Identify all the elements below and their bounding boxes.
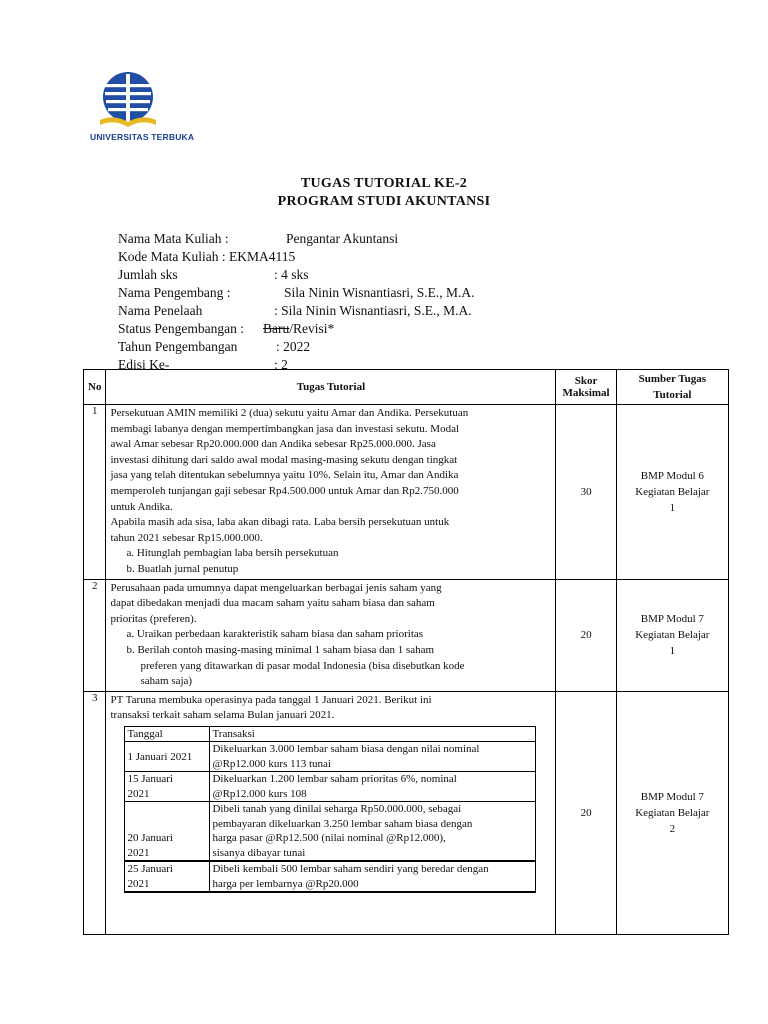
task-item: b. Buatlah jurnal penutup bbox=[126, 562, 239, 575]
source-line: 1 bbox=[669, 645, 676, 658]
sks-value: : 4 sks bbox=[274, 267, 309, 282]
tx-line: @Rp12.000 kurs 108 bbox=[212, 787, 307, 800]
task-item-cont: preferen yang ditawarkan di pasar modal Indonesia (bisa disebutkan kode bbox=[140, 659, 465, 672]
task-line: investasi dihitung dari saldo awal modal masing-masing sekutu dengan tingkat bbox=[110, 453, 458, 466]
task-line: membagi labanya dengan mempertimbangkan jasa dan investasi sekutu. Modal bbox=[110, 422, 460, 435]
tx-line: Dibeli kembali 500 lembar saham sendiri yang beredar dengan bbox=[212, 863, 489, 876]
transaction-row bbox=[125, 742, 536, 772]
tx-line: Dikeluarkan 3.000 lembar saham biasa dengan nilai nominal bbox=[212, 743, 480, 756]
task-line: prioritas (preferen). bbox=[110, 612, 197, 625]
date-line: 20 Januari bbox=[127, 832, 173, 845]
mata-kuliah-label: Nama Mata Kuliah : bbox=[118, 231, 229, 246]
source-line: 2 bbox=[669, 822, 676, 835]
task-line: awal Amar sebesar Rp20.000.000 dan Andika sebesar Rp25.000.000. Jasa bbox=[110, 438, 436, 451]
logo-text: UNIVERSITAS TERBUKA bbox=[90, 132, 195, 142]
date-line: 2021 bbox=[127, 877, 150, 890]
task-item-cont: saham saja) bbox=[140, 675, 193, 688]
date-line: 2021 bbox=[127, 846, 150, 859]
date-line: 15 Januari bbox=[127, 773, 173, 786]
edisi-label: Edisi Ke- bbox=[118, 357, 170, 372]
date-line: 1 Januari 2021 bbox=[127, 750, 193, 763]
tahun-label: Tahun Pengembangan bbox=[118, 339, 238, 354]
date-line: 25 Januari bbox=[127, 863, 173, 876]
pengembang-value: Sila Ninin Wisnantiasri, S.E., M.A. bbox=[284, 285, 475, 300]
row-no: 1 bbox=[84, 405, 106, 580]
penelaah-value: : Sila Ninin Wisnantiasri, S.E., M.A. bbox=[274, 303, 472, 318]
transaction-table bbox=[124, 726, 536, 894]
row-task bbox=[106, 579, 556, 691]
task-line: PT Taruna membuka operasinya pada tanggal 1 Januari 2021. Berikut ini bbox=[110, 693, 432, 706]
row-no: 3 bbox=[84, 691, 106, 934]
university-logo bbox=[90, 70, 195, 142]
tahun-value: : 2022 bbox=[276, 339, 311, 354]
tx-line: sisanya dibayar tunai bbox=[212, 846, 306, 859]
task-line: memperoleh tunjangan gaji sebesar Rp4.500.000 untuk Amar dan Rp2.750.000 bbox=[110, 484, 459, 497]
task-item: a. Hitunglah pembagian laba bersih persekutuan bbox=[126, 547, 339, 560]
task-line: Persekutuan AMIN memiliki 2 (dua) sekutu yaitu Amar dan Andika. Persekutuan bbox=[110, 407, 469, 419]
source-line: BMP Modul 7 bbox=[640, 790, 704, 803]
tx-line: harga pasar @Rp12.500 (nilai nominal @Rp12.000), bbox=[212, 832, 446, 845]
transaction-row bbox=[125, 861, 536, 892]
tx-line: pembayaran dikeluarkan 3.250 lembar saham biasa dengan bbox=[212, 817, 473, 830]
source-line: Kegiatan Belajar bbox=[635, 806, 710, 819]
table-header-row bbox=[84, 370, 729, 405]
pengembang-label: Nama Pengembang : bbox=[118, 285, 231, 300]
status-struck: Baru bbox=[263, 321, 290, 336]
document-subtitle: PROGRAM STUDI AKUNTANSI bbox=[277, 194, 491, 209]
transaction-header-tx: Transaksi bbox=[210, 726, 536, 742]
header-source-l1: Sumber Tugas bbox=[638, 373, 707, 385]
source-line: 1 bbox=[669, 501, 676, 514]
row-no: 2 bbox=[84, 579, 106, 691]
transaction-desc bbox=[210, 861, 536, 892]
transaction-row bbox=[125, 772, 536, 802]
document-title: TUGAS TUTORIAL KE-2 bbox=[300, 176, 468, 191]
status-rest: /Revisi* bbox=[289, 321, 335, 336]
header-task: Tugas Tutorial bbox=[106, 370, 556, 405]
edisi-value: : 2 bbox=[274, 357, 288, 372]
tx-line: @Rp12.000 kurs 113 tunai bbox=[212, 757, 331, 770]
tugas-table bbox=[83, 369, 729, 935]
task-line: untuk Andika. bbox=[110, 500, 173, 513]
universitas-terbuka-emblem-icon bbox=[90, 70, 180, 130]
sks-label: Jumlah sks bbox=[118, 267, 178, 282]
transaction-desc bbox=[210, 802, 536, 862]
task-line: tahun 2021 sebesar Rp15.000.000. bbox=[110, 531, 263, 544]
header-source-l2: Tutorial bbox=[653, 389, 692, 401]
table-row bbox=[84, 405, 729, 580]
transaction-desc bbox=[210, 742, 536, 772]
tx-line: Dikeluarkan 1.200 lembar saham prioritas 6%, nominal bbox=[212, 773, 457, 786]
task-line: Apabila masih ada sisa, laba akan dibagi rata. Laba bersih persekutuan untuk bbox=[110, 516, 450, 529]
row-score: 30 bbox=[556, 405, 616, 580]
transaction-date bbox=[125, 802, 210, 862]
task-line: transaksi terkait saham selama Bulan januari 2021. bbox=[110, 709, 335, 722]
task-item: a. Uraikan perbedaan karakteristik saham biasa dan saham prioritas bbox=[126, 628, 424, 641]
transaction-date bbox=[125, 772, 210, 802]
tx-line: Dibeli tanah yang dinilai seharga Rp50.000.000, sebagai bbox=[212, 803, 462, 816]
tx-line: harga per lembarnya @Rp20.000 bbox=[212, 877, 359, 890]
row-source bbox=[616, 691, 728, 934]
task-item: b. Berilah contoh masing-masing minimal 1 saham biasa dan 1 saham bbox=[126, 643, 435, 656]
header-score bbox=[556, 370, 616, 405]
table-row bbox=[84, 579, 729, 691]
task-line: Perusahaan pada umumnya dapat mengeluarkan berbagai jenis saham yang bbox=[110, 581, 442, 594]
date-line: 2021 bbox=[127, 787, 150, 800]
row-score: 20 bbox=[556, 691, 616, 934]
row-task bbox=[106, 405, 556, 580]
row-source bbox=[616, 579, 728, 691]
row-score: 20 bbox=[556, 579, 616, 691]
source-line: Kegiatan Belajar bbox=[635, 485, 710, 498]
row-task bbox=[106, 691, 556, 934]
row-source bbox=[616, 405, 728, 580]
task-line: dapat dibedakan menjadi dua macam saham yaitu saham biasa dan saham bbox=[110, 597, 435, 610]
transaction-header-date: Tanggal bbox=[125, 726, 210, 742]
header-source bbox=[616, 370, 728, 405]
transaction-row bbox=[125, 802, 536, 862]
status-label: Status Pengembangan : bbox=[118, 321, 244, 336]
kode-mata-kuliah: Kode Mata Kuliah : EKMA4115 bbox=[118, 249, 296, 264]
transaction-date bbox=[125, 742, 210, 772]
status-value bbox=[263, 320, 334, 338]
header-score-l2: Maksimal bbox=[562, 387, 610, 399]
table-row bbox=[84, 691, 729, 934]
source-line: BMP Modul 7 bbox=[640, 613, 704, 626]
transaction-header-row bbox=[125, 726, 536, 742]
transaction-desc bbox=[210, 772, 536, 802]
task-line: jasa yang telah ditentukan sebelumnya yaitu 10%. Selain itu, Amar dan Andika bbox=[110, 469, 459, 482]
mata-kuliah-value: Pengantar Akuntansi bbox=[286, 231, 399, 246]
source-line: BMP Modul 6 bbox=[640, 469, 704, 482]
header-score-l1: Skor bbox=[574, 375, 598, 387]
header-no: No bbox=[84, 370, 106, 405]
transaction-date bbox=[125, 861, 210, 892]
penelaah-label: Nama Penelaah bbox=[118, 303, 203, 318]
source-line: Kegiatan Belajar bbox=[635, 629, 710, 642]
